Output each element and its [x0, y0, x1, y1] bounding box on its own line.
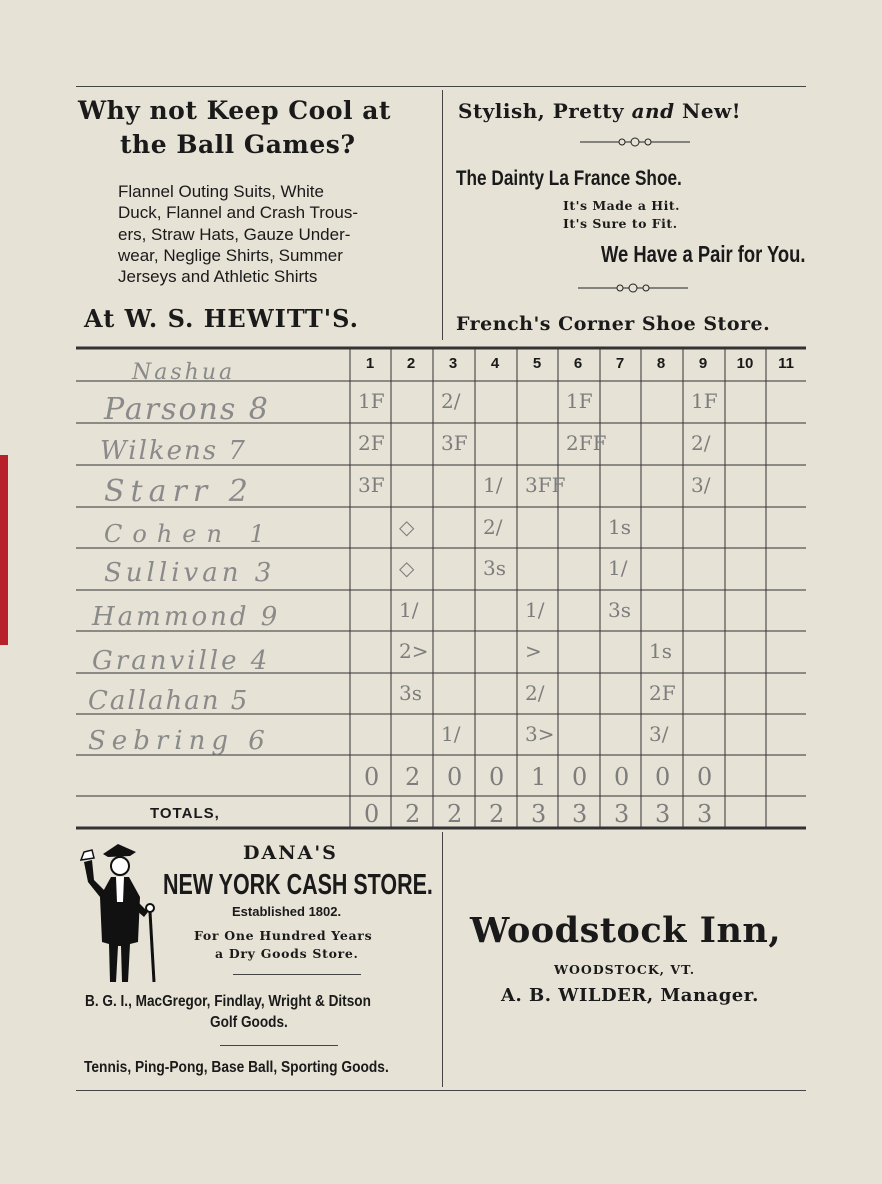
score-mark: 3FF [525, 473, 566, 497]
score-mark: > [525, 639, 542, 663]
player-name: Parsons 8 [104, 392, 270, 427]
dana-established: Established 1802. [232, 904, 342, 919]
shoe-headline-a: Stylish, Pretty [458, 99, 625, 123]
shoe-headline-and: and [631, 99, 675, 123]
player-name: Sullivan 3 [104, 558, 276, 588]
score-mark: 1F [691, 389, 718, 413]
dana-line-2: a Dry Goods Store. [215, 946, 359, 961]
score-mark: 2/ [525, 681, 545, 705]
hewitt-body-line: ers, Straw Hats, Gauze Under- [118, 224, 351, 244]
total-value: 2 [489, 800, 505, 828]
hewitt-headline-1: Why not Keep Cool at [78, 96, 391, 125]
runs-value: 0 [655, 763, 671, 791]
score-mark: 1F [358, 389, 385, 413]
totals-label: TOTALS, [150, 805, 220, 822]
total-value: 3 [531, 800, 547, 828]
runs-value: 1 [531, 763, 547, 791]
score-mark: 2FF [566, 431, 607, 455]
colonial-figure-icon [78, 842, 162, 992]
score-mark: 2F [649, 681, 676, 705]
dana-sporting: Tennis, Ping-Pong, Base Ball, Sporting Goods. [84, 1059, 389, 1076]
total-value: 0 [364, 800, 380, 828]
inning-header: 3 [448, 355, 458, 372]
shoe-line-1: It's Made a Hit. [563, 198, 680, 213]
player-name: Hammond 9 [92, 602, 281, 632]
inning-header: 11 [778, 355, 794, 372]
score-mark: 1/ [441, 722, 461, 746]
player-name: Starr 2 [104, 474, 254, 509]
runs-value: 0 [447, 763, 463, 791]
player-name: Sebring 6 [88, 726, 271, 756]
score-mark: 2/ [691, 431, 711, 455]
runs-value: 0 [364, 763, 380, 791]
inn-name: Woodstock Inn, [470, 910, 782, 951]
shoe-line-2: It's Sure to Fit. [563, 216, 678, 231]
shoe-headline-b: New! [682, 99, 742, 123]
total-value: 3 [572, 800, 588, 828]
total-value: 3 [655, 800, 671, 828]
score-mark: 3F [441, 431, 468, 455]
score-mark: 1s [649, 639, 672, 663]
hewitt-body-line: Jerseys and Athletic Shirts [118, 267, 318, 287]
runs-value: 0 [614, 763, 630, 791]
player-name: Callahan 5 [88, 686, 250, 716]
score-mark: 3/ [691, 473, 711, 497]
dana-name: DANA'S [243, 842, 338, 864]
score-mark: 3s [399, 681, 422, 705]
score-mark: 1/ [399, 598, 419, 622]
inning-header: 2 [406, 355, 416, 372]
player-name: Granville 4 [92, 646, 271, 676]
score-mark: 1F [566, 389, 593, 413]
hewitt-body-line: wear, Neglige Shirts, Summer [118, 245, 343, 265]
inn-manager: A. B. WILDER, Manager. [501, 985, 759, 1006]
score-mark: 1/ [483, 473, 503, 497]
score-mark: 3s [483, 556, 506, 580]
inning-header: 9 [698, 355, 708, 372]
inning-header: 5 [532, 355, 542, 372]
score-mark: ◇ [399, 556, 415, 580]
shoe-name: The Dainty La France Shoe. [456, 167, 682, 190]
inning-header: 4 [490, 355, 500, 372]
dana-golf-2: Golf Goods. [210, 1014, 288, 1031]
shoe-store: French's Corner Shoe Store. [456, 313, 771, 335]
runs-value: 0 [697, 763, 713, 791]
score-mark: 1/ [525, 598, 545, 622]
inning-header: 7 [615, 355, 625, 372]
score-mark: 2/ [483, 515, 503, 539]
total-value: 3 [697, 800, 713, 828]
score-mark: ◇ [399, 515, 415, 539]
total-value: 2 [447, 800, 463, 828]
dana-store: NEW YORK CASH STORE. [163, 869, 433, 901]
team-name: Nashua [132, 360, 236, 385]
hewitt-body-line: Flannel Outing Suits, White [118, 182, 324, 201]
score-mark: 3F [358, 473, 385, 497]
score-mark: 3/ [649, 722, 669, 746]
dana-line-1: For One Hundred Years [194, 928, 373, 943]
score-mark: 3> [525, 722, 555, 746]
inning-header: 8 [656, 355, 666, 372]
shoe-pair: We Have a Pair for You. [601, 241, 806, 267]
player-name: Wilkens 7 [100, 436, 247, 466]
inning-header: 1 [365, 355, 375, 372]
hewitt-headline-2: the Ball Games? [120, 130, 356, 159]
total-value: 3 [614, 800, 630, 828]
score-mark: 2F [358, 431, 385, 455]
inn-location: WOODSTOCK, VT. [554, 962, 696, 977]
hewitt-store: At W. S. HEWITT'S. [84, 304, 359, 333]
score-mark: 1/ [608, 556, 628, 580]
runs-value: 0 [572, 763, 588, 791]
dana-divider [220, 1045, 338, 1046]
score-mark: 2/ [441, 389, 461, 413]
player-name: Cohen 1 [104, 520, 275, 548]
inning-header: 10 [736, 355, 754, 372]
dana-divider [233, 974, 361, 975]
score-mark: 3s [608, 598, 631, 622]
runs-value: 2 [405, 763, 421, 791]
dana-golf: B. G. I., MacGregor, Findlay, Wright & Ditson [85, 993, 371, 1010]
score-mark: 1s [608, 515, 631, 539]
runs-value: 0 [489, 763, 505, 791]
hewitt-body-line: Duck, Flannel and Crash Trous- [118, 203, 358, 223]
inning-header: 6 [573, 355, 583, 372]
score-mark: 2> [399, 639, 429, 663]
total-value: 2 [405, 800, 421, 828]
